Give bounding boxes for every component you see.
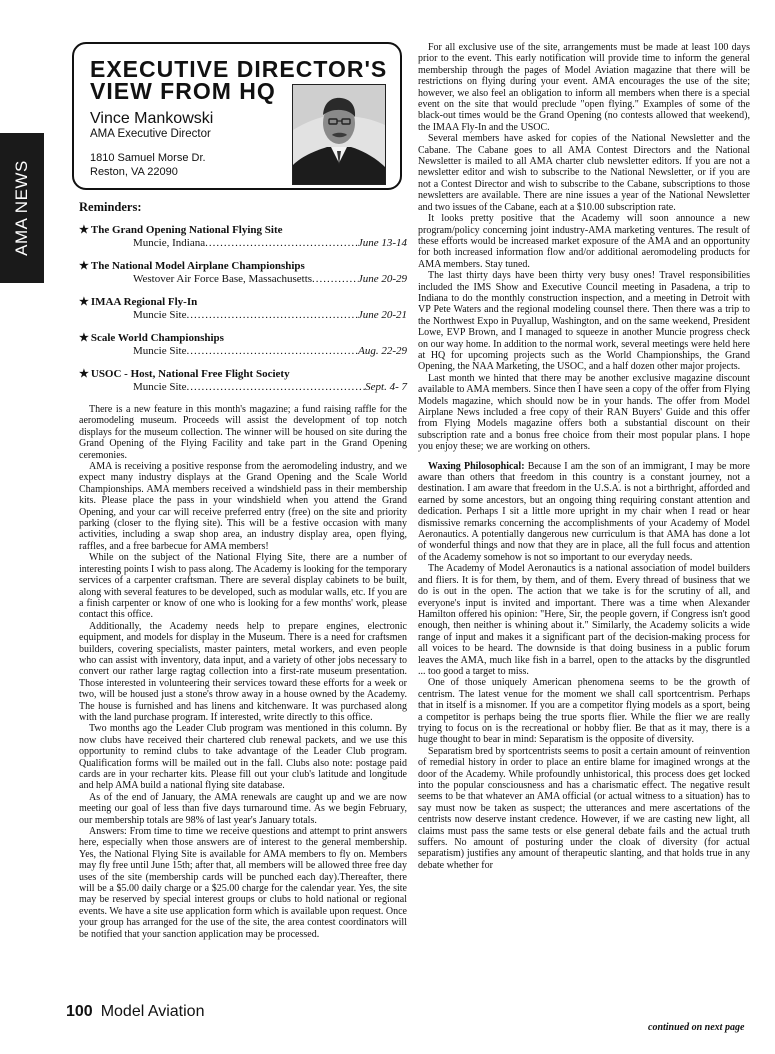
reminders-heading: Reminders:: [79, 200, 142, 214]
waxing-paragraph: [418, 461, 750, 564]
reminder-title: Scale World Championships: [90, 332, 224, 344]
body-paragraph: As of the end of January, the AMA renewals are caught up and we are now meeting our goal of less than five days turnaround time. As we begin February, our membership totals are 98% of last year's January totals.: [79, 791, 407, 826]
section-tab-label: AMA NEWS: [12, 160, 31, 256]
reminder-location: Muncie, Indiana: [133, 237, 206, 249]
author-portrait: [292, 84, 386, 185]
page-footer: [66, 1003, 204, 1021]
reminder-item: [79, 260, 407, 286]
star-icon: ★: [79, 368, 89, 380]
author-name: Vince Mankowski: [90, 110, 214, 127]
leader-dots: [186, 345, 358, 358]
reminder-location: Muncie Site: [133, 309, 187, 321]
page-number: 100: [66, 1003, 93, 1020]
continued-note: continued on next page: [648, 1022, 745, 1033]
reminder-item: [79, 332, 407, 358]
body-paragraph: Several members have asked for copies of the National Newsletter and the Cabane. The Cabane goes to all AMA Contest Directors and the National Newsletter is mailed to all AMA charter club newsletter editors. If you are not a newsletter editor and wish to subscribe to the National Newsletter, or if you are not a Contest Director and wish to subscribe to the Cabane, subscriptions to those newsletters are available. There are nine issues a year of the National Newsletter and two issues of the Cabane, each at a $10.00 subscription rate.: [418, 133, 750, 213]
reminder-title: The Grand Opening National Flying Site: [90, 224, 283, 236]
right-column-text: [418, 42, 750, 871]
waxing-text: Because I am the son of an immigrant, I may be more aware than others that freedom in this country is a constant journey, not a destination. I am aware that freedom in the U.S.A. is not a birthright, afforded and earned by some ancestors, but an ongoing thing requiring constant attention and dedication. Perhaps I sit a little more upright in my chair when I read or hear dismissive remarks concerning the accomplishments of your Academy of Model Aeronautics. A potentially dangerous new curriculum is that AMA has done a lot of wonderful things and now that they are in place, all the full focus and attention of the Academy somehow is not so important to our everyday needs.: [418, 460, 750, 563]
address-line-1: 1810 Samuel Morse Dr.: [90, 152, 206, 164]
body-paragraph: It looks pretty positive that the Academy will soon announce a new program/policy concerning joint industry-AMA marketing ventures. The result of these efforts would be increased market exposure of the AMA and an opportunity for both increased information flow and/or additional aeromodeling products for AMA members. Stay tuned.: [418, 213, 750, 270]
waxing-heading: Waxing Philosophical:: [428, 460, 525, 472]
body-paragraph: Additionally, the Academy needs help to prepare engines, electronic equipment, and models for display in the Museum. There is a need for craftsmen builders, covering specialists, master painters, metal workers, and even people who can assist with inventory, data input, and a variety of other jobs necessary to convert our rather large ragtag collection into a first-rate museum presentation. Those interested in volunteering their services toward these efforts for a week or two, will be housed just a stone's throw away in a house owned by the Academy. The house is furnished and has linens and kitchenware. It was purchased along with the land purchase program. If interested, write directly to this office.: [79, 620, 407, 723]
body-paragraph: Answers: From time to time we receive questions and attempt to print answers here, especially when those answers are of interest to the general membership. Yes, the National Flying Site is available for AMA members to fly on. Members may fly free until June 15th; after that, all members will be allowed three free day uses of the site (membership cards will be punched each day).Thereafter, there will be a $5.00 daily charge or a $25.00 charge for the calendar year. Yes, the site may be reserved by special interest groups or clubs to hold national or regional events. We have a site use application form which is available upon request. Once your group has arranged for the use of the site, the area contest coordinators will be notified that your sanction application may be processed.: [79, 826, 407, 940]
body-paragraph: Two months ago the Leader Club program was mentioned in this column. By now clubs have received their chartered club renewal packets, and we use this opportunity to remind clubs to take advantage of the Leader Club program. Qualification forms will be mailed out in the fall. Clubs also note: postage paid cards are in your recharter kits. Please fill out your club's latitude and longitude and help AMA build a national flying site database.: [79, 723, 407, 792]
section-tab: [0, 133, 44, 283]
star-icon: ★: [79, 224, 89, 236]
reminder-title: The National Model Airplane Championships: [90, 260, 305, 272]
reminder-date: June 20-29: [357, 273, 407, 285]
reminder-location: Westover Air Force Base, Massachusetts: [133, 273, 313, 285]
body-paragraph: The Academy of Model Aeronautics is a national association of model builders and fliers. It is for them, by them, and of them. Every thread of business that we do is out in the open. The action that we take is for the scrutiny of all, and everyone's input is invited and important. There was a time when Alexander Hamilton offered his opinion: "Here, Sir, the people govern, if Congress isn't good enough, then neither is whining about it." Similarly, the Academy solicits a wide range of input and makes it a significant part of the decision-making process for all voices to be heard. The downside is that doing business in a public forum leaves the AMA, much like fish in a barrel, open to the attacks by the disgruntled ... too good a target to miss.: [418, 563, 750, 677]
leader-dots: [205, 237, 358, 250]
star-icon: ★: [79, 332, 89, 344]
body-paragraph: While on the subject of the National Flying Site, there are a number of interesting points I wish to pass along. The Academy is looking for the temporary services of a carpenter craftsman. There are several display cabinets to be built, along with several features to be developed, such as modular walls, etc. If you are a finish carpenter or know of one who is looking for a few months' work, please contact this office.: [79, 552, 407, 621]
reminder-item: [79, 224, 407, 250]
reminder-title: IMAA Regional Fly-In: [90, 296, 198, 308]
column-title-line1: EXECUTIVE DIRECTOR'S: [90, 56, 388, 82]
reminder-date: June 13-14: [357, 237, 407, 249]
reminder-item: [79, 296, 407, 322]
reminder-date: Aug. 22-29: [358, 345, 407, 357]
body-paragraph: Last month we hinted that there may be another exclusive magazine discount available to AMA members. Since then I have seen a copy of the offer from Flying Models magazine, which should now be in your hands. The offer from Model Airplane News included a free copy of their RAN Buyers' Guide and this offer from Flying Models magazine offers both a substantial discount on their subscription rate and a bonus free choice from their most popular plans. I hope you enjoy these; we are working on others.: [418, 372, 750, 453]
leader-dots: [186, 309, 357, 322]
reminders: [79, 200, 407, 404]
body-paragraph: One of those uniquely American phenomena seems to be the growth of centrism. The latest venue for the moment we shall call sportcentrism. Perhaps that in itself is a misnomer. If you are a competitor flying models as a sport, being a competitor is perhaps being the true sports flier. While the flier we are really trying to focus on is the recreational or hobby flier. Be that as it may, there is a huge thought to bear in mind: Separatism is the opposite of diversity.: [418, 677, 750, 746]
body-paragraph: Separatism bred by sportcentrists seems to posit a certain amount of reinvention of remedial history in order to place an entire blame for imagined wrongs at the door of the Academy. While profoundly unhistorical, this process does get locked into the popular consciousness and has a charismatic effect. The negative result seems to be that whatever an AMA official (or actual witness to a situation) has to say must now be taken as suspect; the utterances and mere ascertations of the centrists now deserve instant credence. However, if we are casting new light, all claims must pass the same tests or else general debate fails and the actual truth suffers. No amount of posturing under the cloak of diversity (for actual separatism) justifies any amount of therapeutic slanting, and that holds true in any debate whether for: [418, 745, 750, 871]
left-column-text: [79, 404, 407, 940]
reminder-title: USOC - Host, National Free Flight Society: [90, 368, 290, 380]
magazine-name: Model Aviation: [100, 1003, 205, 1020]
body-paragraph: There is a new feature in this month's magazine; a fund raising raffle for the aeromodeling museum. Proceeds will assist the development of top notch displays for the museum collection. The winner will be housed on site during the Grand Opening of the Flying Facility and take part in the Grand Opening ceremonies.: [79, 404, 407, 461]
body-paragraph: AMA is receiving a positive response from the aeromodeling industry, and we expect many industry displays at the Grand Opening and the Scale World Championships. AMA members received a windshield pass in their membership kits. Please place the pass in your windshield when you attend the Grand Opening, and your car will receive preferred entry (free) on the site and priority parking (closer to the flying site). This will be a festive occasion with many activities, including a swap shop area, an industry display area, open flying, raffles, and a free barbecue for AMA members!: [79, 461, 407, 552]
body-paragraph: The last thirty days have been thirty very busy ones! Travel responsibilities included the IMS Show and Executive Council meeting in Pasadena, a trip to Indiana to do the monthly construction inspection, and a meeting in Detroit with VP Pete Waters and the regional modeling counsel there. Then there was a trip to the Northwest Expo in Puyallup, Washington, and on the same weekend, President Lowe, EVP Brown, and I managed to squeeze in another Muncie progress check on our way home. In addition to the normal work, several meetings were held here at HQ for upcoming projects such as the World Championships, the Grand Opening, the NAA Marketing, the USOC, and a half dozen other major projects.: [418, 270, 750, 373]
reminder-location: Muncie Site: [133, 345, 187, 357]
leader-dots: [312, 273, 358, 286]
leader-dots: [186, 381, 365, 394]
reminder-item: [79, 368, 407, 394]
author-role: AMA Executive Director: [90, 128, 211, 140]
star-icon: ★: [79, 260, 89, 272]
reminder-date: Sept. 4- 7: [365, 381, 407, 393]
star-icon: ★: [79, 296, 89, 308]
reminder-date: June 20-21: [357, 309, 407, 321]
column-header: [72, 42, 402, 190]
reminder-location: Muncie Site: [133, 381, 187, 393]
body-paragraph: For all exclusive use of the site, arrangements must be made at least 100 days prior to the event. This early notification will provide time to inform the general membership through the pages of Model Aviation magazine that there will be restrictions on flying during your event. AMA encourages the use of the site; however, we also feel an obligation to inform all members when there is a special event on the site that would preclude "open flying." Examples of some of the black-out times would be the Grand Opening (no contests allowed that weekend), the IMAA Fly-In and the USOC.: [418, 42, 750, 133]
column-title-line2: VIEW FROM HQ: [90, 78, 276, 104]
address-line-2: Reston, VA 22090: [90, 166, 178, 178]
